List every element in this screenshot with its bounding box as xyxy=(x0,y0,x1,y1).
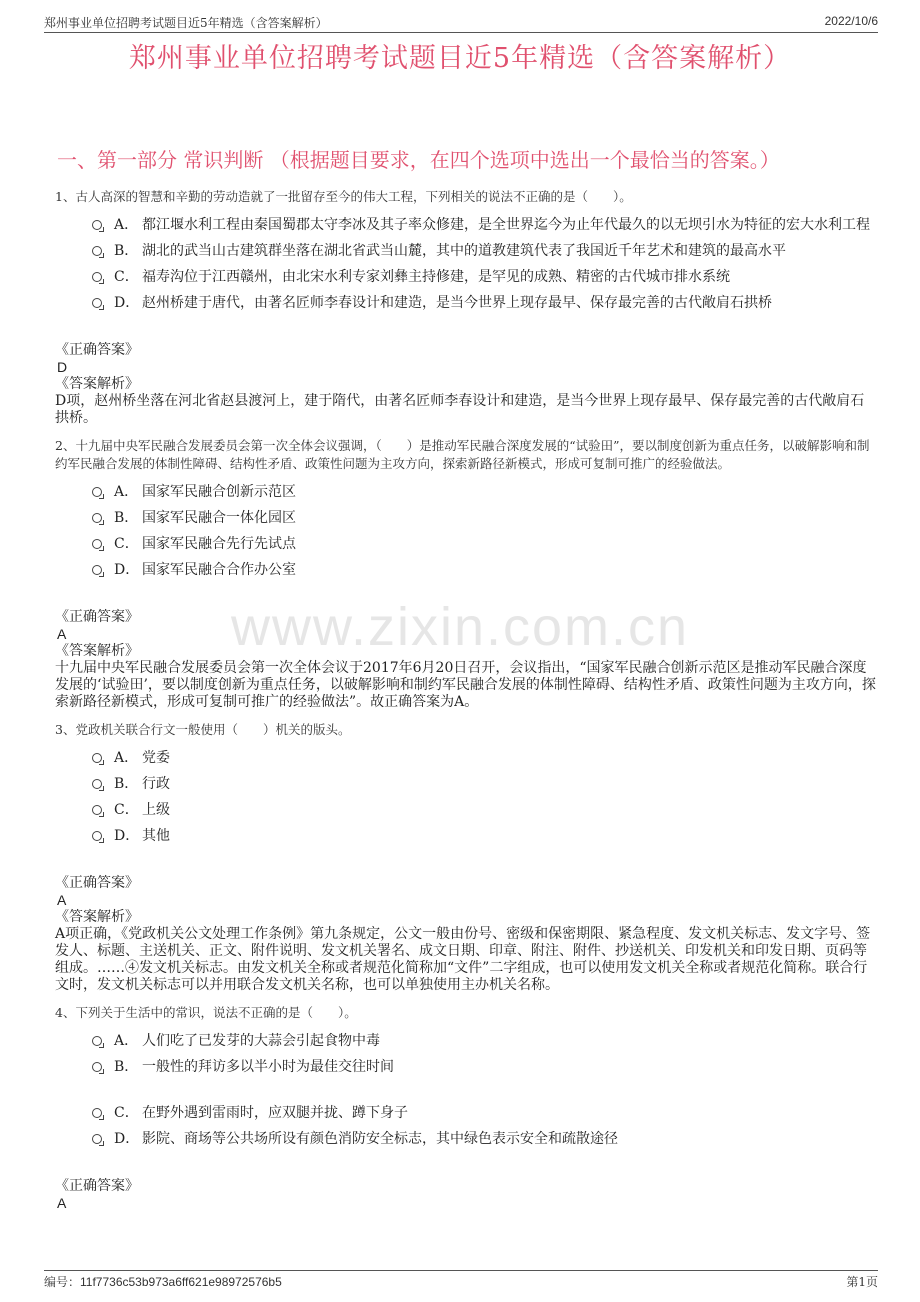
option-text: 赵州桥建于唐代，由著名匠师李春设计和建造，是当今世界上现存最早、保存最完善的古代敞肩石拱桥 xyxy=(142,295,772,311)
option-text: 上级 xyxy=(142,802,170,818)
option-group xyxy=(92,1028,878,1152)
option-text: 国家军民融合合作办公室 xyxy=(142,562,296,578)
question-stem: 3、党政机关联合行文一般使用（ ）机关的版头。 xyxy=(55,722,351,737)
explanation-text: 十九届中央军民融合发展委员会第一次全体会议于2017年6月20日召开，会议指出，“国家军民融合创新示范区是推动军民融合深度发展的‘试验田’，要以制度创新为重点任务，以破解影响和制约军民融合发展的体制性障碍、结构性矛盾、政策性问题为主攻方向，探索新路径新模式，形成可复制可推广的经验做法”。故正确答案为A。 xyxy=(55,660,876,710)
option-text: 行政 xyxy=(142,776,170,792)
radio-icon[interactable] xyxy=(92,1036,102,1046)
radio-icon[interactable] xyxy=(92,1108,102,1118)
question-stem: 4、下列关于生活中的常识，说法不正确的是（ ）。 xyxy=(55,1005,357,1020)
option-text: 福寿沟位于江西赣州，由北宋水利专家刘彝主持修建，是罕见的成熟、精密的古代城市排水系统 xyxy=(142,269,730,285)
page-footer xyxy=(44,1270,878,1293)
radio-icon[interactable] xyxy=(92,539,102,549)
question-item xyxy=(55,437,878,711)
option-d[interactable]: D． 影院、商场等公共场所设有颜色消防安全标志，其中绿色表示安全和疏散途径 xyxy=(92,1126,878,1152)
answer-value: A xyxy=(57,626,67,642)
explanation-text: A项正确，《党政机关公文处理工作条例》第九条规定，公文一般由份号、密级和保密期限、紧急程度、发文机关标志、发文字号、签发人、标题、主送机关、正文、附件说明、发文机关署名、成文日期、印章、附注、附件、抄送机关、印发机关和印发日期、页码等组成。……④发文机关标志。由发文机关全称或者规范化简称加“文件”二字组成，也可以使用发文机关全称或者规范化简称。联合行文时，发文机关标志可以并用联合发文机关名称，也可以单独使用主办机关名称。 xyxy=(55,926,871,993)
radio-icon[interactable] xyxy=(92,487,102,497)
option-group xyxy=(92,212,878,316)
question-list xyxy=(55,188,878,1222)
option-a[interactable]: A． 人们吃了已发芽的大蒜会引起食物中毒 xyxy=(92,1028,878,1054)
answer-label: 《正确答案》 xyxy=(55,875,139,891)
radio-icon[interactable] xyxy=(92,220,102,230)
radio-icon[interactable] xyxy=(92,1134,102,1144)
header-doc-title: 郑州事业单位招聘考试题目近5年精选（含答案解析） xyxy=(44,16,328,30)
option-group xyxy=(92,745,878,849)
option-text: 都江堰水利工程由秦国蜀郡太守李冰及其子率众修建，是全世界迄今为止年代最久的以无坝引水为特征的宏大水利工程 xyxy=(142,217,870,233)
option-d[interactable]: D． 国家军民融合合作办公室 xyxy=(92,557,878,583)
option-text: 其他 xyxy=(142,828,170,844)
option-c[interactable]: C． 在野外遇到雷雨时，应双腿并拢、蹲下身子 xyxy=(92,1100,878,1126)
option-text: 人们吃了已发芽的大蒜会引起食物中毒 xyxy=(142,1033,380,1049)
explanation-label: 《答案解析》 xyxy=(55,643,139,659)
question-item xyxy=(55,188,878,427)
watermark: www.zixin.com.cn xyxy=(230,597,690,657)
option-c[interactable]: C． 福寿沟位于江西赣州，由北宋水利专家刘彝主持修建，是罕见的成熟、精密的古代城市排水系统 xyxy=(92,264,878,290)
answer-label: 《正确答案》 xyxy=(55,342,139,358)
option-b[interactable]: B． 湖北的武当山古建筑群坐落在湖北省武当山麓，其中的道教建筑代表了我国近千年艺术和建筑的最高水平 xyxy=(92,238,878,264)
option-b[interactable]: B． 一般性的拜访多以半小时为最佳交往时间 xyxy=(92,1054,878,1080)
option-a[interactable]: A． 都江堰水利工程由秦国蜀郡太守李冰及其子率众修建，是全世界迄今为止年代最久的以无坝引水为特征的宏大水利工程 xyxy=(92,212,878,238)
document-title: 郑州事业单位招聘考试题目近5年精选（含答案解析） xyxy=(128,43,792,74)
question-stem: 1、古人高深的智慧和辛勤的劳动造就了一批留存至今的伟大工程，下列相关的说法不正确的是（ ）。 xyxy=(55,189,632,204)
option-c[interactable]: C． 国家军民融合先行先试点 xyxy=(92,531,878,557)
option-text: 国家军民融合一体化园区 xyxy=(142,510,296,526)
radio-icon[interactable] xyxy=(92,753,102,763)
option-d[interactable]: D． 赵州桥建于唐代，由著名匠师李春设计和建造，是当今世界上现存最早、保存最完善的古代敞肩石拱桥 xyxy=(92,290,878,316)
option-b[interactable]: B． 国家军民融合一体化园区 xyxy=(92,505,878,531)
radio-icon[interactable] xyxy=(92,1062,102,1072)
radio-icon[interactable] xyxy=(92,565,102,575)
section-heading: 一、第一部分 常识判断 （根据题目要求，在四个选项中选出一个最恰当的答案。） xyxy=(57,148,780,172)
radio-icon[interactable] xyxy=(92,831,102,841)
option-c[interactable]: C． 上级 xyxy=(92,797,878,823)
option-group xyxy=(92,479,878,583)
radio-icon[interactable] xyxy=(92,779,102,789)
radio-icon[interactable] xyxy=(92,246,102,256)
answer-value: D xyxy=(57,359,68,375)
header-date: 2022/10/6 xyxy=(824,14,878,28)
question-item xyxy=(55,721,878,994)
page-number: 第1页 xyxy=(846,1275,878,1289)
option-b[interactable]: B． 行政 xyxy=(92,771,878,797)
document-code: 编号：11f7736c53b973a6ff621e98972576b5 xyxy=(44,1275,282,1289)
option-a[interactable]: A． 国家军民融合创新示范区 xyxy=(92,479,878,505)
radio-icon[interactable] xyxy=(92,272,102,282)
answer-label: 《正确答案》 xyxy=(55,1178,139,1194)
radio-icon[interactable] xyxy=(92,513,102,523)
answer-value: A xyxy=(57,892,67,908)
question-stem: 2、十九届中央军民融合发展委员会第一次全体会议强调，（ ）是推动军民融合深度发展的“试验田”，要以制度创新为重点任务，以破解影响和制约军民融合发展的体制性障碍、结构性矛盾、政策性问题为主攻方向，探索新路径新模式，形成可复制可推广的经验做法。 xyxy=(55,438,870,471)
answer-value: A xyxy=(57,1195,67,1211)
option-a[interactable]: A． 党委 xyxy=(92,745,878,771)
option-text: 一般性的拜访多以半小时为最佳交往时间 xyxy=(142,1059,394,1075)
option-text: 在野外遇到雷雨时，应双腿并拢、蹲下身子 xyxy=(142,1105,408,1121)
question-item xyxy=(55,1004,878,1212)
page-header xyxy=(44,10,878,33)
option-text: 湖北的武当山古建筑群坐落在湖北省武当山麓，其中的道教建筑代表了我国近千年艺术和建筑的最高水平 xyxy=(142,243,786,259)
option-d[interactable]: D． 其他 xyxy=(92,823,878,849)
answer-label: 《正确答案》 xyxy=(55,609,139,625)
explanation-label: 《答案解析》 xyxy=(55,909,139,925)
option-text: 国家军民融合创新示范区 xyxy=(142,484,296,500)
radio-icon[interactable] xyxy=(92,805,102,815)
explanation-text: D项，赵州桥坐落在河北省赵县渡河上，建于隋代，由著名匠师李春设计和建造，是当今世界上现存最早、保存最完善的古代敞肩石拱桥。 xyxy=(55,393,865,426)
option-text: 党委 xyxy=(142,750,170,766)
radio-icon[interactable] xyxy=(92,298,102,308)
explanation-label: 《答案解析》 xyxy=(55,376,139,392)
option-text: 国家军民融合先行先试点 xyxy=(142,536,296,552)
option-text: 影院、商场等公共场所设有颜色消防安全标志，其中绿色表示安全和疏散途径 xyxy=(142,1131,618,1147)
